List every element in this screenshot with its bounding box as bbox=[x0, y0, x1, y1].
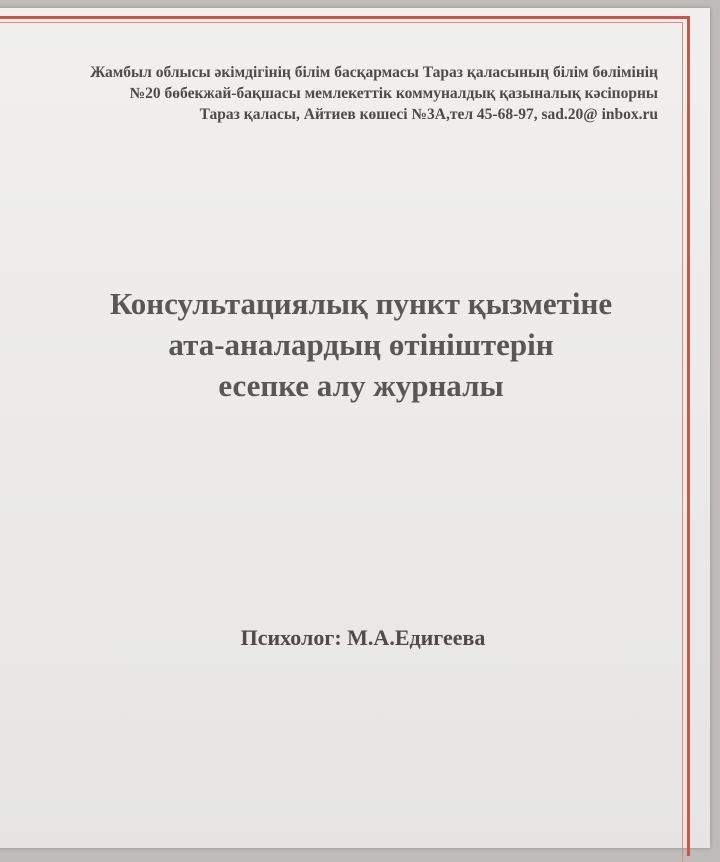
document-title bbox=[0, 283, 720, 406]
document-page bbox=[0, 8, 710, 848]
title-line-3: есепке алу журналы bbox=[218, 368, 504, 403]
title-line-2: ата-аналардың өтініштерін bbox=[168, 327, 554, 362]
author-line: Психолог: М.А.Едигеева bbox=[240, 625, 486, 650]
header-line-2: №20 бөбекжай-бақшасы мемлекеттік коммуналдық қазыналық кәсіпорны bbox=[129, 85, 658, 102]
organization-header bbox=[90, 62, 658, 125]
header-line-3: Тараз қаласы, Айтиев көшесі №3А,тел 45-68-97, sad.20@ inbox.ru bbox=[199, 106, 658, 123]
page-border-inner bbox=[0, 22, 683, 862]
header-line-1: Жамбыл облысы әкімдігінің білім басқармасы Тараз қаласының білім бөлімінің bbox=[90, 64, 658, 81]
title-line-1: Консультациялық пункт қызметіне bbox=[109, 286, 613, 321]
